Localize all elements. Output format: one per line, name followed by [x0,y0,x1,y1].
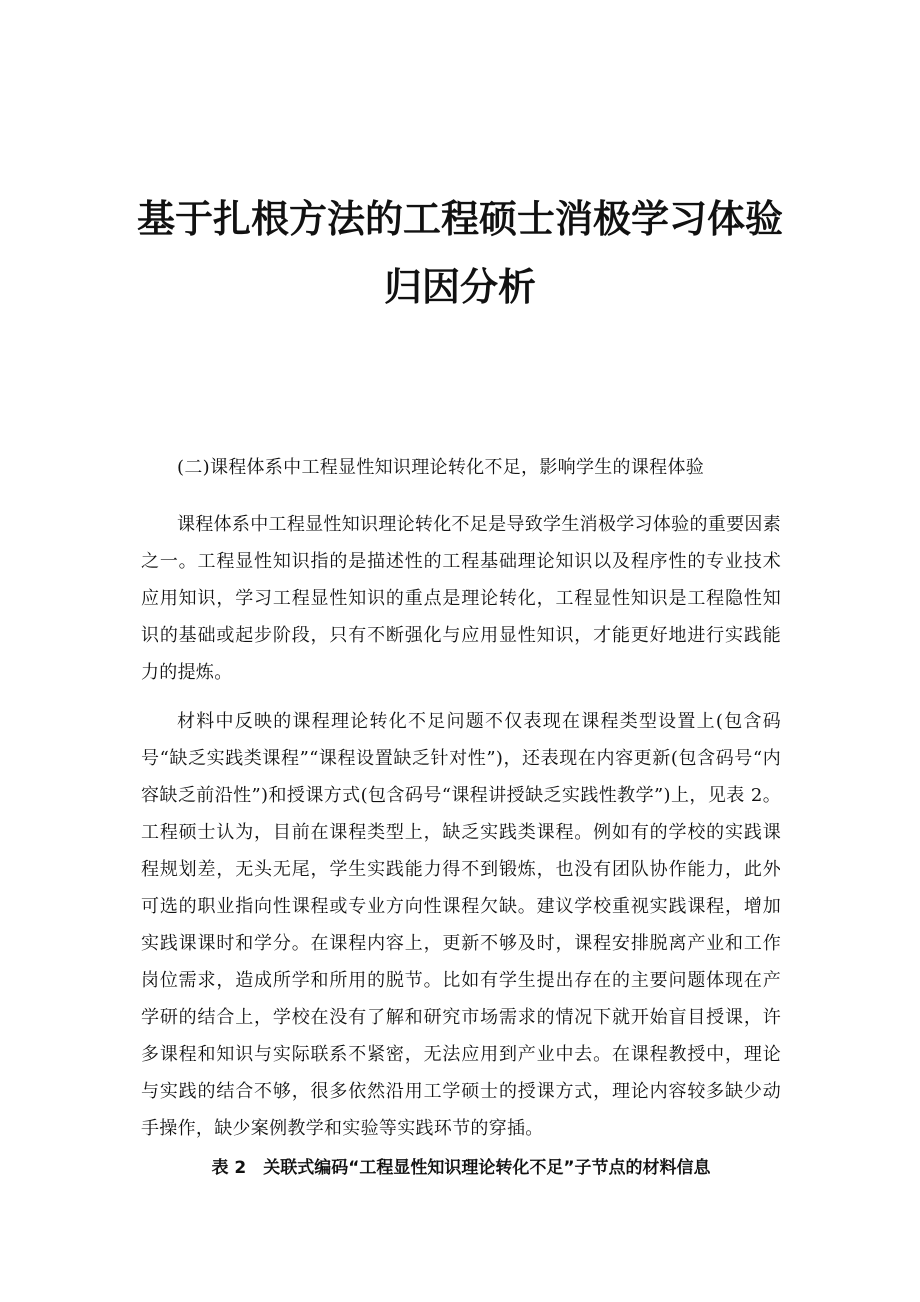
table-caption: 表 2 关联式编码“工程显性知识理论转化不足”子节点的材料信息 [211,1158,711,1178]
title-line-1: 基于扎根方法的工程硕士消极学习体验 [136,197,783,241]
paragraph-1: 课程体系中工程显性知识理论转化不足是导致学生消极学习体验的重要因素之一。工程显性知识指的是描述性的工程基础理论知识以及程序性的专业技术应用知识，学习工程显性知识的重点是理论转化，工程显性知识是工程隐性知识的基础或起步阶段，只有不断强化与应用显性知识，才能更好地进行实践能力的提炼。 [141,514,781,683]
title-line-2: 归因分析 [383,265,536,309]
document-title [110,185,810,321]
section-heading: (二)课程体系中工程显性知识理论转化不足，影响学生的课程体验 [177,457,705,478]
paragraph-2: 材料中反映的课程理论转化不足问题不仅表现在课程类型设置上(包含码号“缺乏实践类课程”“课程设置缺乏针对性”)，还表现在内容更新(包含码号“内容缺乏前沿性”)和授课方式(包含码号“课程讲授缺乏实践性教学”)上，见表 2。工程硕士认为，目前在课程类型上，缺乏实践类课程。例如有的学校的实践课程规划差，无头无尾，学生实践能力得不到锻炼，也没有团队协作能力，此外可选的职业指向性课程或专业方向性课程欠缺。建议学校重视实践课程，增加实践课课时和学分。在课程内容上，更新不够及时，课程安排脱离产业和工作岗位需求，造成所学和所用的脱节。比如有学生提出存在的主要问题体现在产学研的结合上，学校在没有了解和研究市场需求的情况下就开始盲目授课，许多课程和知识与实际联系不紧密，无法应用到产业中去。在课程教授中，理论与实践的结合不够，很多依然沿用工学硕士的授课方式，理论内容较多缺少动手操作，缺少案例教学和实验等实践环节的穿插。 [141,711,781,1139]
